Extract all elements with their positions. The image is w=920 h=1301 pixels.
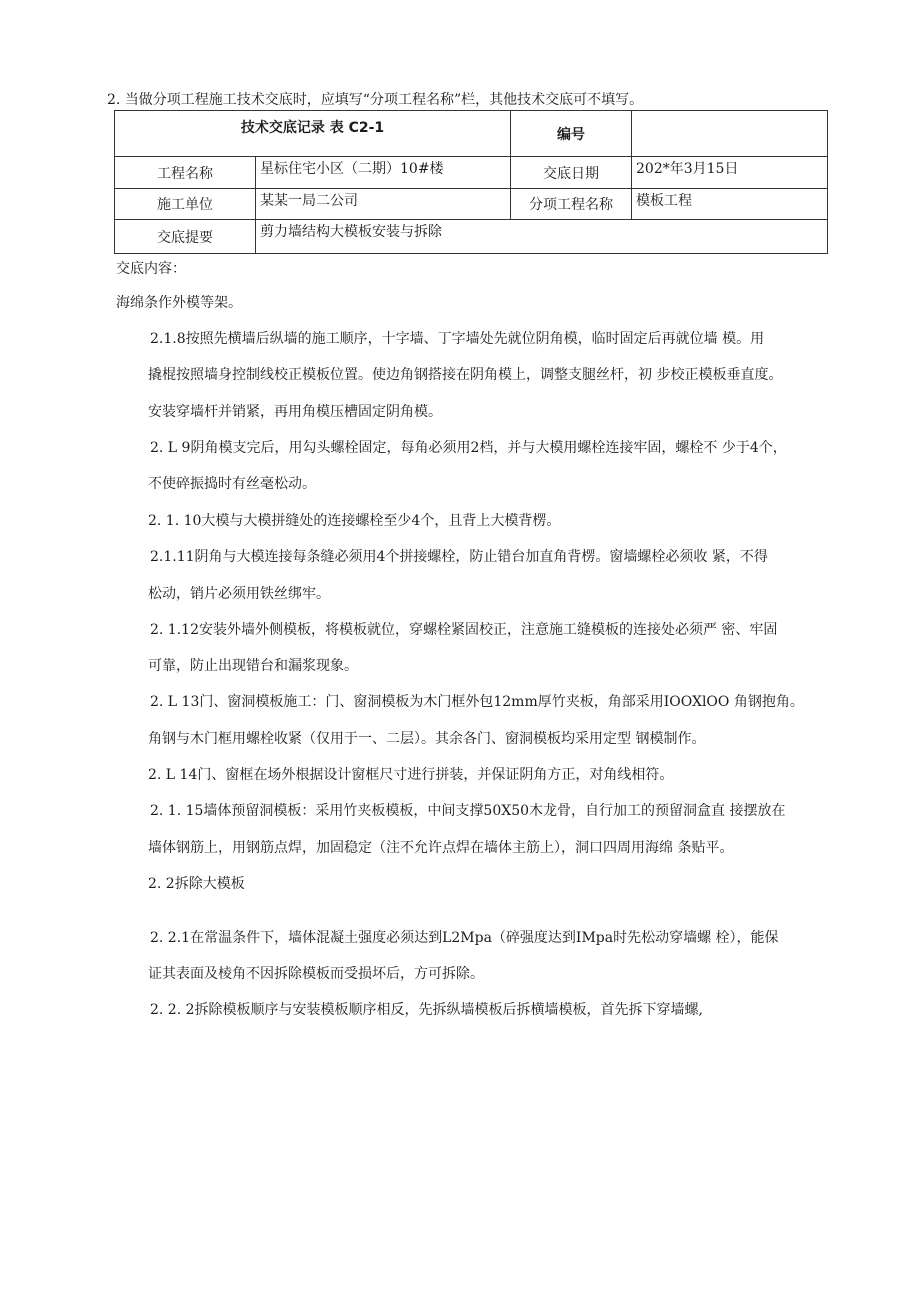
content-line: 可靠，防止出现错台和漏浆现象。 (148, 658, 358, 674)
content-line: 2. 1. 15墙体预留洞模板：采用竹夹板模板，中间支撑50X50木龙骨，自行加工的预留洞盒直 接摆放在 (150, 803, 786, 819)
unit-value: 某某一局二公司 (256, 189, 511, 220)
content-line: 撬棍按照墙身控制线校正模板位置。使边角钢搭接在阴角模上，调整支腿丝杆，初 步校正模板垂直度。 (148, 367, 783, 383)
content-line: 松动，销片必须用铁丝绑牢。 (148, 586, 330, 602)
content-line: 2. L 14门、窗框在场外根据设计窗框尺寸进行拼装，并保证阴角方正，对角线相符。 (148, 767, 674, 783)
content-line: 安装穿墙杆并销紧，再用角模压槽固定阴角模。 (148, 404, 442, 420)
unit-label: 施工单位 (115, 189, 256, 220)
record-row-unit (115, 189, 828, 220)
number-label: 编号 (511, 111, 632, 157)
date-label: 交底日期 (511, 157, 632, 189)
record-row-project (115, 157, 828, 189)
project-label: 工程名称 (115, 157, 256, 189)
subproject-label: 分项工程名称 (511, 189, 632, 220)
record-row-summary (115, 220, 828, 254)
content-line: 2. 2.1在常温条件下，墙体混凝土强度必须达到L2Mpa（碎强度达到IMpa时先松动穿墙螺 栓），能保 (150, 930, 779, 946)
content-line: 证其表面及棱角不因拆除模板而受损坏后，方可拆除。 (148, 966, 484, 982)
content-line: 角钢与木门框用螺栓收紧（仅用于一、二层）。其余各门、窗洞模板均采用定型 钢模制作。 (148, 731, 706, 747)
content-line: 2.1.8按照先横墙后纵墙的施工顺序，十字墙、丁字墙处先就位阴角模，临时固定后再就位墙 模。用 (150, 331, 765, 347)
content-line: 2. 1. 10大模与大模拼缝处的连接螺栓至少4个，且背上大模背楞。 (148, 513, 561, 529)
content-line: 2. 2. 2拆除模板顺序与安装模板顺序相反，先拆纵墙模板后拆横墙模板，首先拆下穿墙螺, (150, 1002, 703, 1018)
number-value (632, 111, 828, 157)
date-value: 202*年3月15日 (632, 157, 828, 189)
content-line: 2. L 13门、窗洞模板施工：门、窗洞模板为木门框外包12mm厚竹夹板，角部采用IOOXlOO 角钢抱角。 (150, 694, 804, 710)
content-line: 2.1.11阴角与大模连接每条缝必须用4个拼接螺栓，防止错台加直角背楞。窗墙螺栓必须收 紧，不得 (150, 549, 768, 565)
instruction-note: 2. 当做分项工程施工技术交底时，应填写“分项工程名称”栏，其他技术交底可不填写。 (107, 92, 644, 108)
record-title: 技术交底记录 表 C2-1 (115, 111, 511, 157)
content-line: 海绵条作外模等架。 (116, 295, 242, 311)
summary-value: 剪力墙结构大模板安装与拆除 (256, 220, 828, 254)
content-label: 交底内容： (116, 261, 186, 277)
subproject-value: 模板工程 (632, 189, 828, 220)
content-line: 2. L 9阴角模支完后，用勾头螺栓固定，每角必须用2档，并与大模用螺栓连接牢固，螺栓不 少于4个， (150, 440, 787, 456)
summary-label: 交底提要 (115, 220, 256, 254)
content-line: 墙体钢筋上，用钢筋点焊，加固稳定（注不允许点焊在墙体主筋上），洞口四周用海绵 条贴平。 (148, 840, 734, 856)
project-value: 星标住宅小区（二期）10#楼 (256, 157, 511, 189)
content-line: 2. 1.12安装外墙外侧模板，将模板就位，穿螺栓紧固校正，注意施工缝模板的连接处必须严 密、牢固 (150, 622, 778, 638)
content-line: 2. 2拆除大模板 (148, 876, 245, 892)
record-header-row (115, 111, 828, 157)
content-line: 不使碎振捣时有丝毫松动。 (148, 476, 316, 492)
record-table (114, 110, 828, 254)
